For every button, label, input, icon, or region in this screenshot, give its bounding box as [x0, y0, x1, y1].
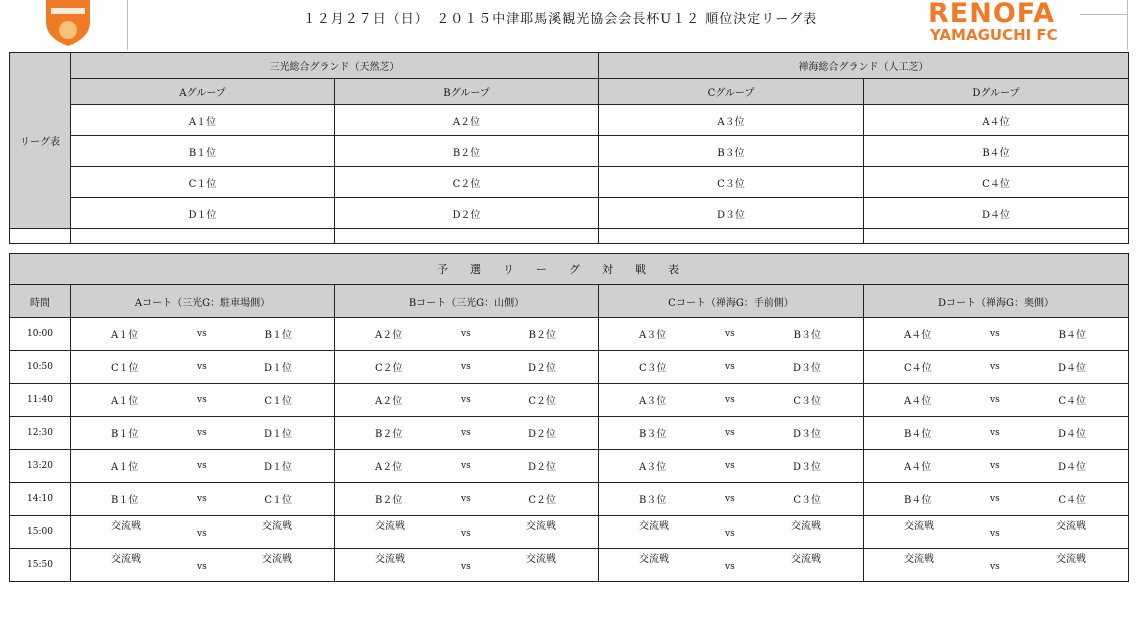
home-team: A３位 [639, 396, 667, 407]
vs-label: vs [461, 529, 471, 539]
match-cell [335, 516, 599, 549]
top-divider-right [1127, 0, 1128, 50]
schedule-row [10, 351, 1129, 384]
match-cell [599, 318, 864, 351]
match-cell [864, 318, 1129, 351]
match-cell [599, 549, 864, 582]
spacer-cell [10, 229, 71, 244]
away-team: D２位 [527, 462, 556, 473]
league-cell: C１位 [71, 167, 335, 198]
vs-label: vs [197, 461, 207, 471]
home-team: A３位 [639, 462, 667, 473]
away-team: C４位 [1058, 495, 1086, 506]
time-cell: 14:10 [10, 483, 71, 516]
home-team: B２位 [375, 429, 403, 440]
schedule-row [10, 450, 1129, 483]
home-team: A２位 [375, 462, 403, 473]
match-cell [864, 417, 1129, 450]
home-team: B１位 [111, 495, 139, 506]
group-c-header: Cグループ [599, 79, 864, 105]
league-cell: A２位 [335, 105, 599, 136]
league-cell: C３位 [599, 167, 864, 198]
home-team: B４位 [904, 429, 932, 440]
time-header: 時間 [10, 285, 71, 318]
league-table [9, 52, 1129, 244]
club-crest-logo [42, 0, 94, 46]
home-team: A２位 [375, 396, 403, 407]
away-team: D１位 [263, 429, 292, 440]
schedule-row [10, 318, 1129, 351]
match-cell [864, 549, 1129, 582]
vs-label: vs [461, 562, 471, 572]
vs-label: vs [990, 329, 1000, 339]
match-cell [599, 384, 864, 417]
away-team: D１位 [263, 363, 292, 374]
time-cell: 12:30 [10, 417, 71, 450]
away-team: 交流戦 [526, 521, 556, 532]
home-team: B２位 [375, 495, 403, 506]
away-team: 交流戦 [526, 554, 556, 565]
away-team: D４位 [1057, 363, 1086, 374]
league-cell: C４位 [864, 167, 1129, 198]
court-b-header: Bコート（三光G：山側） [335, 285, 599, 318]
home-team: C２位 [375, 363, 403, 374]
time-cell: 15:00 [10, 516, 71, 549]
match-cell [599, 351, 864, 384]
away-team: 交流戦 [1056, 554, 1086, 565]
home-team: A３位 [639, 330, 667, 341]
away-team: D２位 [527, 363, 556, 374]
page-title: １２月２７日（日） ２０１５中津耶馬溪観光協会会長杯U１２ 順位決定リーグ表 [302, 12, 818, 27]
spacer-cell [599, 229, 864, 244]
vs-label: vs [461, 395, 471, 405]
match-cell [864, 450, 1129, 483]
away-team: C２位 [528, 396, 556, 407]
match-cell [599, 450, 864, 483]
home-team: 交流戦 [639, 554, 669, 565]
match-cell [335, 450, 599, 483]
prelim-banner: 予選リーグ対戦表 [10, 254, 1129, 285]
schedule-body [10, 318, 1129, 582]
vs-label: vs [725, 461, 735, 471]
venue-sanko: 三光総合グランド（天然芝） [71, 53, 599, 79]
league-cell: B４位 [864, 136, 1129, 167]
away-team: 交流戦 [791, 554, 821, 565]
home-team: 交流戦 [904, 521, 934, 532]
group-b-header: Bグループ [335, 79, 599, 105]
away-team: 交流戦 [791, 521, 821, 532]
league-cell: A１位 [71, 105, 335, 136]
match-cell [71, 318, 335, 351]
court-a-header: Aコート（三光G：駐車場側） [71, 285, 335, 318]
home-team: 交流戦 [375, 521, 405, 532]
away-team: B１位 [264, 330, 292, 341]
league-cell: D１位 [71, 198, 335, 229]
match-cell [335, 549, 599, 582]
away-team: 交流戦 [262, 554, 292, 565]
match-cell [599, 516, 864, 549]
away-team: B４位 [1058, 330, 1086, 341]
vs-label: vs [725, 529, 735, 539]
time-cell: 15:50 [10, 549, 71, 582]
vs-label: vs [461, 362, 471, 372]
vs-label: vs [461, 461, 471, 471]
away-team: B２位 [528, 330, 556, 341]
logo-line-2: YAMAGUCHI FC [930, 26, 1058, 44]
schedule-row [10, 483, 1129, 516]
vs-label: vs [990, 428, 1000, 438]
time-cell: 13:20 [10, 450, 71, 483]
home-team: B４位 [904, 495, 932, 506]
court-d-header: Dコート（禅海G：奥側） [864, 285, 1129, 318]
vs-label: vs [725, 395, 735, 405]
match-cell [335, 351, 599, 384]
vs-label: vs [990, 461, 1000, 471]
spacer-cell [71, 229, 335, 244]
schedule-row [10, 549, 1129, 582]
vs-label: vs [197, 362, 207, 372]
home-team: A４位 [904, 396, 932, 407]
vs-label: vs [725, 362, 735, 372]
top-divider-left [127, 0, 128, 50]
match-cell [71, 384, 335, 417]
home-team: C１位 [111, 363, 139, 374]
league-row-label: リーグ表 [10, 53, 71, 229]
schedule-row [10, 384, 1129, 417]
vs-label: vs [197, 395, 207, 405]
vs-label: vs [461, 329, 471, 339]
match-cell [335, 318, 599, 351]
match-cell [864, 384, 1129, 417]
match-cell [71, 417, 335, 450]
away-team: D２位 [527, 429, 556, 440]
match-cell [71, 450, 335, 483]
league-cell: C２位 [335, 167, 599, 198]
match-cell [335, 417, 599, 450]
renofa-logo [928, 0, 1088, 46]
league-cell: D２位 [335, 198, 599, 229]
match-cell [71, 549, 335, 582]
vs-label: vs [197, 529, 207, 539]
vs-label: vs [197, 494, 207, 504]
home-team: 交流戦 [375, 554, 405, 565]
home-team: A２位 [375, 330, 403, 341]
home-team: A４位 [904, 462, 932, 473]
time-cell: 11:40 [10, 384, 71, 417]
home-team: 交流戦 [111, 554, 141, 565]
home-team: B３位 [639, 429, 667, 440]
home-team: 交流戦 [904, 554, 934, 565]
vs-label: vs [197, 562, 207, 572]
away-team: D３位 [792, 363, 821, 374]
away-team: D３位 [792, 462, 821, 473]
prelim-schedule-table [9, 253, 1129, 582]
league-cell: A３位 [599, 105, 864, 136]
away-team: C３位 [793, 495, 821, 506]
away-team: D３位 [792, 429, 821, 440]
vs-label: vs [725, 562, 735, 572]
vs-label: vs [725, 329, 735, 339]
vs-label: vs [990, 362, 1000, 372]
match-cell [335, 384, 599, 417]
home-team: 交流戦 [639, 521, 669, 532]
group-a-header: Aグループ [71, 79, 335, 105]
vs-label: vs [990, 562, 1000, 572]
match-cell [864, 351, 1129, 384]
home-team: C４位 [904, 363, 932, 374]
vs-label: vs [197, 428, 207, 438]
vs-label: vs [990, 494, 1000, 504]
vs-label: vs [725, 494, 735, 504]
group-d-header: Dグループ [864, 79, 1129, 105]
spacer-cell [864, 229, 1129, 244]
home-team: A１位 [111, 462, 139, 473]
match-cell [335, 483, 599, 516]
vs-label: vs [461, 428, 471, 438]
match-cell [599, 483, 864, 516]
league-cell: B２位 [335, 136, 599, 167]
vs-label: vs [461, 494, 471, 504]
away-team: B３位 [793, 330, 821, 341]
match-cell [864, 516, 1129, 549]
away-team: C２位 [528, 495, 556, 506]
match-cell [71, 351, 335, 384]
schedule-row [10, 417, 1129, 450]
schedule-row [10, 516, 1129, 549]
match-cell [599, 417, 864, 450]
home-team: B３位 [639, 495, 667, 506]
time-cell: 10:50 [10, 351, 71, 384]
logo-line-1: RENOFA [928, 0, 1056, 29]
home-team: 交流戦 [111, 521, 141, 532]
venue-zenkai: 禅海総合グランド（人工芝） [599, 53, 1129, 79]
vs-label: vs [197, 329, 207, 339]
match-cell [71, 483, 335, 516]
league-cell: B１位 [71, 136, 335, 167]
away-team: C４位 [1058, 396, 1086, 407]
away-team: C３位 [793, 396, 821, 407]
home-team: A４位 [904, 330, 932, 341]
away-team: D１位 [263, 462, 292, 473]
away-team: C１位 [264, 495, 292, 506]
vs-label: vs [725, 428, 735, 438]
away-team: D４位 [1057, 429, 1086, 440]
away-team: C１位 [264, 396, 292, 407]
away-team: 交流戦 [1056, 521, 1086, 532]
away-team: 交流戦 [262, 521, 292, 532]
home-team: A１位 [111, 396, 139, 407]
home-team: A１位 [111, 330, 139, 341]
home-team: C３位 [639, 363, 667, 374]
spacer-cell [335, 229, 599, 244]
time-cell: 10:00 [10, 318, 71, 351]
league-cell: A４位 [864, 105, 1129, 136]
home-team: B１位 [111, 429, 139, 440]
vs-label: vs [990, 529, 1000, 539]
away-team: D４位 [1057, 462, 1086, 473]
vs-label: vs [990, 395, 1000, 405]
match-cell [864, 483, 1129, 516]
league-cell: D３位 [599, 198, 864, 229]
league-cell: D４位 [864, 198, 1129, 229]
match-cell [71, 516, 335, 549]
court-c-header: Cコート（禅海G：手前側） [599, 285, 864, 318]
league-cell: B３位 [599, 136, 864, 167]
